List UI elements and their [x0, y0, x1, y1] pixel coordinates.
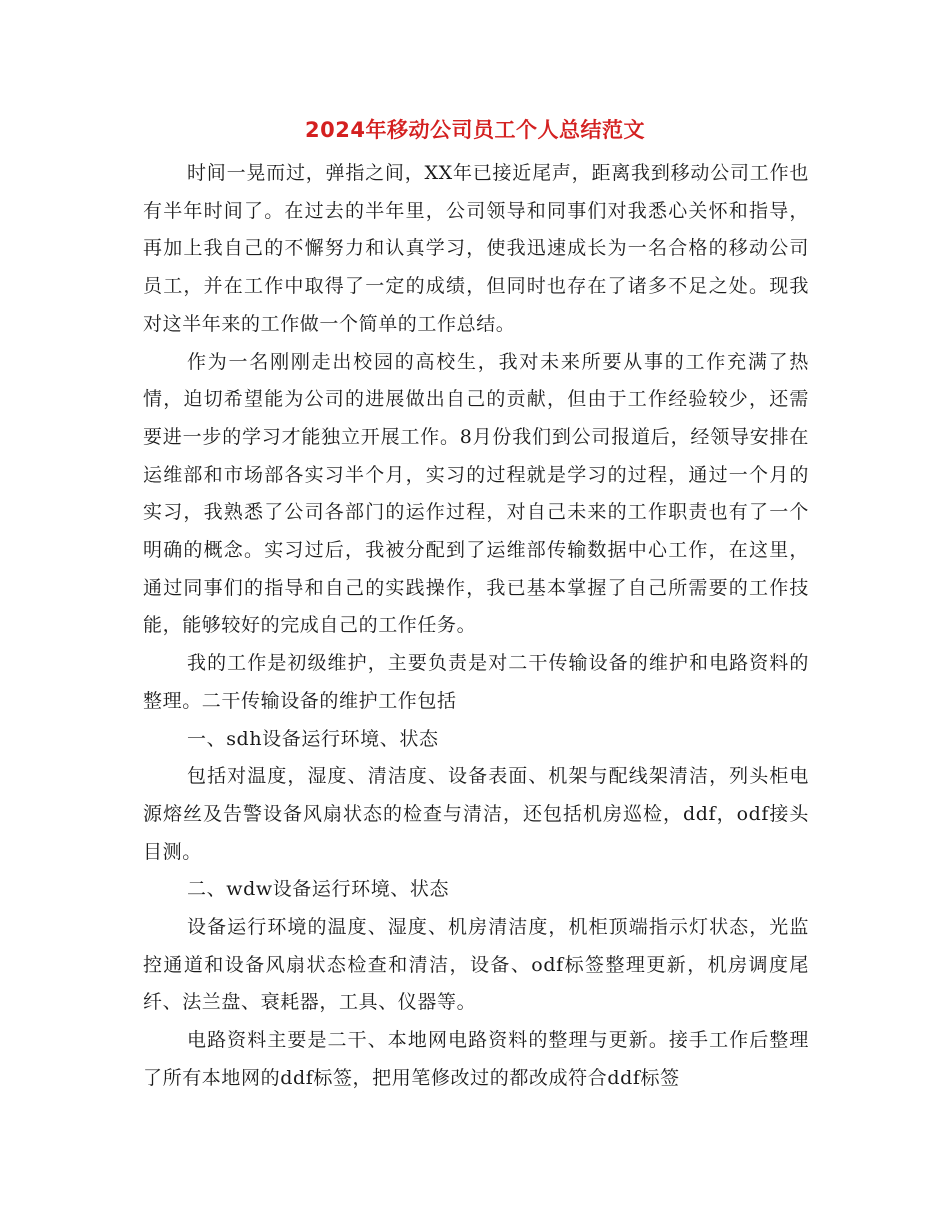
document-title: 2024年移动公司员工个人总结范文	[305, 118, 645, 142]
paragraph-wdw: 设备运行环境的温度、湿度、机房清洁度，机柜顶端指示灯状态，光监控通道和设备风扇状态检查和清洁，设备、odf标签整理更新，机房调度尾纤、法兰盘、衰耗器，工具、仪器等。	[143, 916, 809, 1014]
heading-sdh: 一、sdh设备运行环境、状态	[187, 727, 439, 750]
paragraph-duties: 我的工作是初级维护，主要负责是对二干传输设备的维护和电路资料的整理。二干传输设备的维护工作包括	[143, 652, 809, 712]
document-body	[143, 155, 809, 1098]
paragraph-sdh: 包括对温度，湿度、清洁度、设备表面、机架与配线架清洁，列头柜电源熔丝及告警设备风扇状态的检查与清洁，还包括机房巡检，ddf，odf接头目测。	[143, 765, 809, 863]
paragraph-internship: 作为一名刚刚走出校园的高校生，我对未来所要从事的工作充满了热情，迫切希望能为公司的进展做出自己的贡献，但由于工作经验较少，还需要进一步的学习才能独立开展工作。8月份我们到公司报道后，经领导安排在运维部和市场部各实习半个月，实习的过程就是学习的过程，通过一个月的实习，我熟悉了公司各部门的运作过程，对自己未来的工作职责也有了一个明确的概念。实习过后，我被分配到了运维部传输数据中心工作，在这里，通过同事们的指导和自己的实践操作，我已基本掌握了自己所需要的工作技能，能够较好的完成自己的工作任务。	[143, 350, 809, 637]
paragraph-intro: 时间一晃而过，弹指之间，XX年已接近尾声，距离我到移动公司工作也有半年时间了。在过去的半年里，公司领导和同事们对我悉心关怀和指导，再加上我自己的不懈努力和认真学习，使我迅速成长为一名合格的移动公司员工，并在工作中取得了一定的成绩，但同时也存在了诸多不足之处。现我对这半年来的工作做一个简单的工作总结。	[143, 162, 809, 335]
paragraph-circuit-data: 电路资料主要是二干、本地网电路资料的整理与更新。接手工作后整理了所有本地网的ddf标签，把用笔修改过的都改成符合ddf标签	[143, 1029, 809, 1089]
heading-wdw: 二、wdw设备运行环境、状态	[187, 878, 450, 901]
